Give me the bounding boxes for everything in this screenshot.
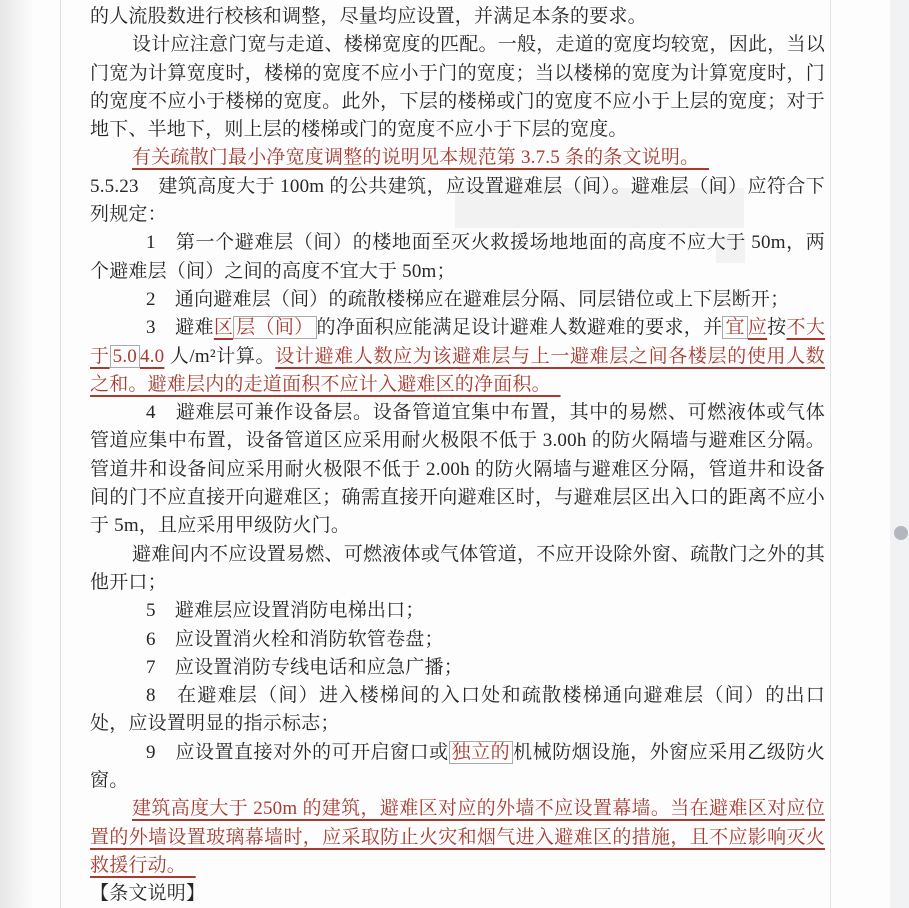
text-run: 机械防烟设施，外窗应采用乙级防火窗。 <box>90 741 825 792</box>
text-run: 6 应设置消火栓和消防软管卷盘； <box>146 628 444 650</box>
revision-added-text: 区 <box>213 317 234 339</box>
item-5 <box>90 597 825 625</box>
revision-added-text: 4.0 <box>140 345 165 367</box>
page-left-edge-line <box>60 0 61 908</box>
text-run: 8 在避难层（间）进入楼梯间的入口处和疏散楼梯通向避难层（间）的出口处，应设置明显的指示标志； <box>90 685 825 735</box>
revision-deleted-text: 层（间） <box>233 316 316 339</box>
clause-5-5-23 <box>90 173 825 230</box>
page-left-shadow <box>0 0 34 908</box>
scrollbar-thumb[interactable] <box>894 526 908 540</box>
text-run: 的净面积应能满足设计避难人数避难的要求，并 <box>316 317 723 339</box>
revision-added-text: 有关疏散门最小净宽度调整的说明见本规范第 3.7.5 条的条文说明。 <box>132 147 710 169</box>
para-continuation <box>90 3 825 31</box>
para-revision-250m-curtain-wall <box>90 795 825 880</box>
text-run: 4 避难层可兼作设备层。设备管道宜集中布置，其中的易燃、可燃液体或气体管道应集中布置，设备管道区应采用耐火极限不低于 3.00h 的防火隔墙与避难区分隔。管道井和设备间应采用耐火极限不低于 2.00h 的防火隔墙与避难区分隔，管道井和设备间的门不应直接开向避难区；确需直接开向避难区时，与避难层区出入口的距离不应小于 5m，且应采用甲级防火门。 <box>90 402 825 537</box>
item-1 <box>90 229 825 286</box>
text-run: 按 <box>767 317 787 339</box>
text-run: 3 避难 <box>146 317 214 339</box>
revision-added-text: 建筑高度大于 250m 的建筑，避难区对应的外墙不应设置幕墙。当在避难区对应位置的外墙设置玻璃幕墙时，应采取防止火灾和烟气进入避难区的措施，且不应影响灭火救援行动。 <box>90 798 825 876</box>
revision-deleted-text: 独立的 <box>449 741 514 764</box>
scrollbar-track[interactable] <box>890 0 909 908</box>
text-run: 设计应注意门宽与走道、楼梯宽度的匹配。一般，走道的宽度均较宽，因此，当以门宽为计算宽度时，楼梯的宽度不应小于门的宽度；当以楼梯的宽度为计算宽度时，门的宽度不应小于楼梯的宽度。此外，下层的楼梯或门的宽度不应小于上层的宽度；对于地下、半地下，则上层的楼梯或门的宽度不应小于下层的宽度。 <box>90 34 825 141</box>
revision-added-text: 不大于 <box>90 317 826 367</box>
para-door-width-commentary <box>90 31 825 144</box>
text-run: 【条文说明】 <box>90 883 206 905</box>
text-run: 避难间内不应设置易燃、可燃液体或气体管道，不应开设除外窗、疏散门之外的其他开口； <box>90 543 825 593</box>
text-run: 2 通向避难层（间）的疏散楼梯应在避难层分隔、同层错位或上下层断开； <box>146 288 790 310</box>
item-3 <box>90 314 825 399</box>
revision-deleted-text: 宜 <box>722 316 747 339</box>
page-right-edge-line <box>830 0 831 908</box>
text-run: 5.5.23 建筑高度大于 100m 的公共建筑，应设置避难层（间）。避难层（间）应符合下列规定： <box>90 175 825 226</box>
item-7 <box>90 654 825 682</box>
text-run: 1 第一个避难层（间）的楼地面至灭火救援场地地面的高度不应大于 50m，两个避难层（间）之间的高度不宜大于 50m； <box>90 232 825 282</box>
revision-added-text: 应 <box>747 317 768 339</box>
text-run: 人/m²计算。 <box>164 345 276 367</box>
document-body <box>90 3 825 908</box>
revision-added-text: 设计避难人数应为该避难层与上一避难层之间各楼层的使用人数之和。避难层内的走道面积不应计入避难区的净面积。 <box>90 345 826 395</box>
item-6 <box>90 626 825 654</box>
item-9 <box>90 739 825 796</box>
item-2 <box>90 286 825 314</box>
text-run: 7 应设置消防专线电话和应急广播； <box>146 656 463 678</box>
text-run: 5 避难层应设置消防电梯出口； <box>146 600 425 622</box>
para-commentary-heading <box>90 880 825 908</box>
text-run: 的人流股数进行校核和调整，尽量均应设置，并满足本条的要求。 <box>90 6 647 27</box>
item-4 <box>90 399 825 540</box>
text-run: 9 应设置直接对外的可开启窗口或 <box>146 741 449 763</box>
para-refuge-room-openings <box>90 541 825 598</box>
revision-deleted-text: 5.0 <box>110 345 140 368</box>
para-revision-reference-note <box>90 144 825 172</box>
item-8 <box>90 682 825 739</box>
